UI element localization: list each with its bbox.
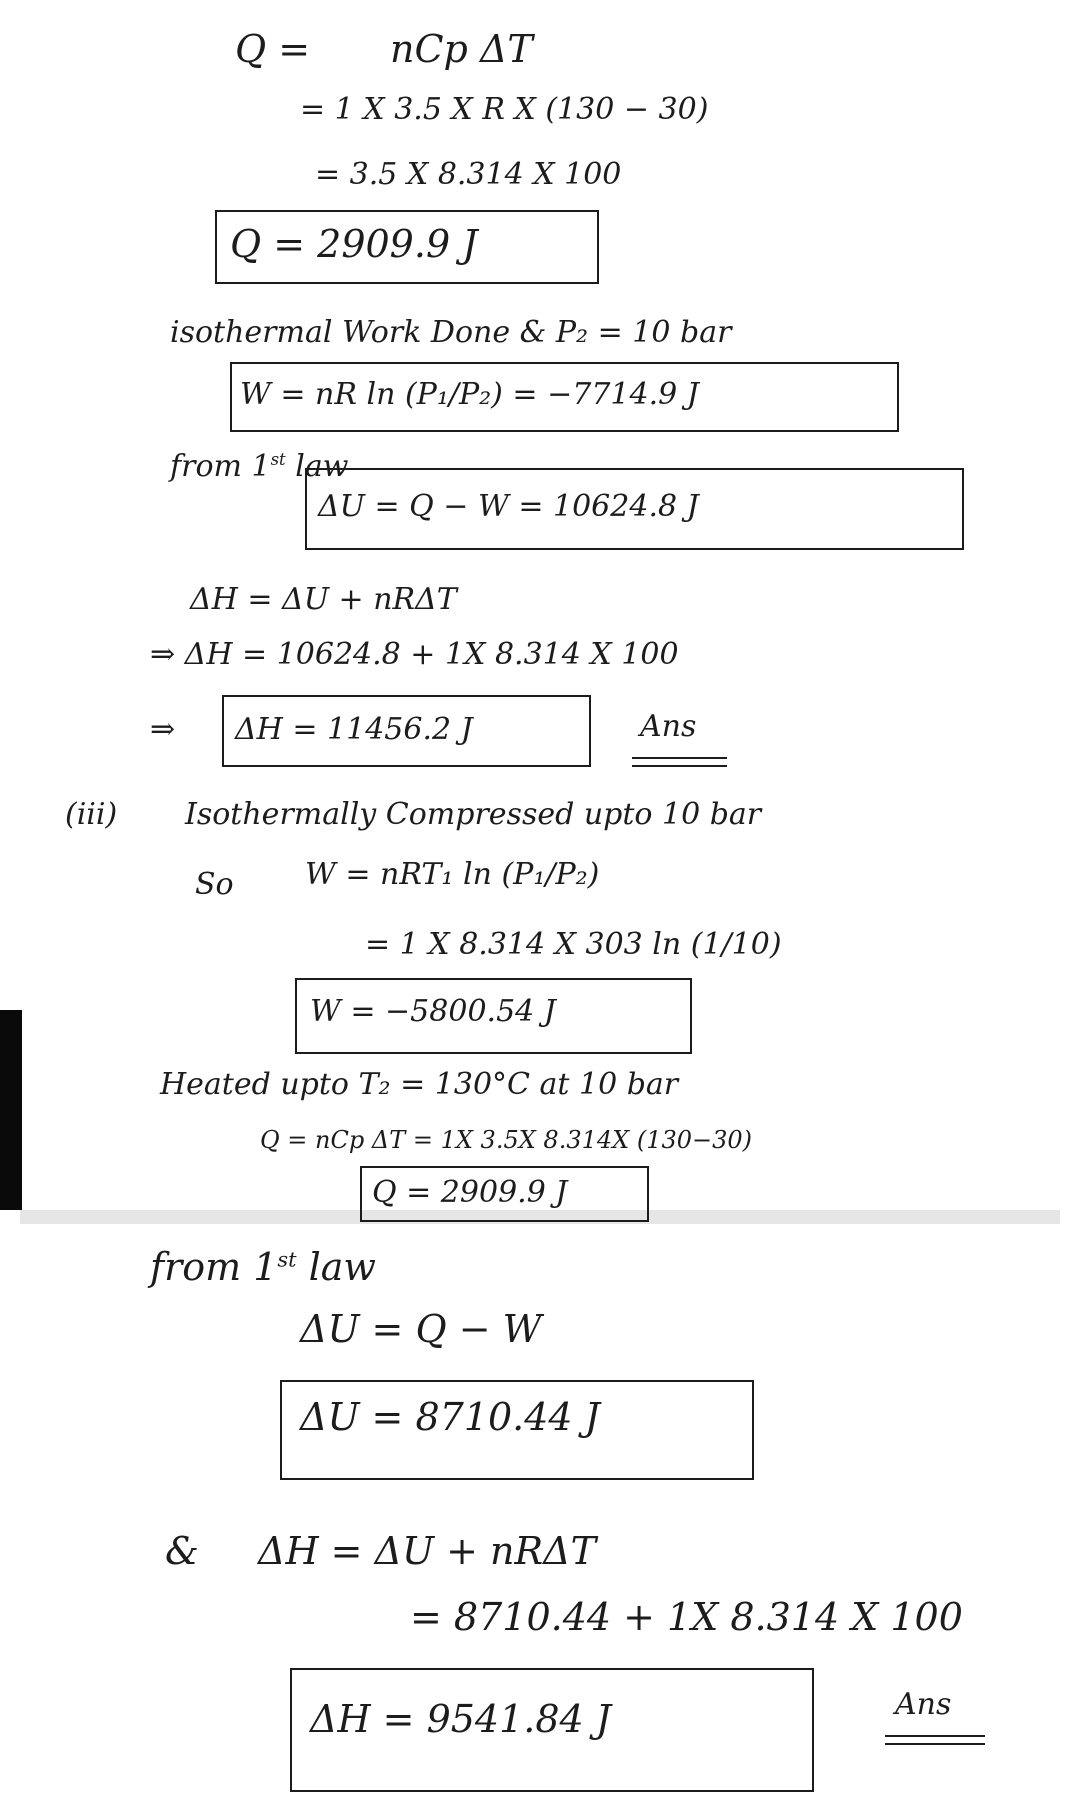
q3-result: Q = 2909.9 J	[372, 1175, 568, 1210]
first-law-prefix: from 1	[170, 449, 271, 484]
du3-result: ΔU = 8710.44 J	[300, 1395, 600, 1439]
first-law-2-suffix: law	[308, 1245, 376, 1289]
q-step1: = 1 X 3.5 X R X (130 − 30)	[300, 92, 709, 127]
q-rhs: nCp ΔT	[390, 27, 533, 71]
part3-heading: Isothermally Compressed upto 10 bar	[185, 797, 762, 832]
first-law-label-2	[150, 1245, 376, 1289]
ans-underline-1	[632, 757, 727, 759]
dh3-amp: &	[165, 1529, 199, 1573]
dh-result-prefix: ⇒	[150, 712, 176, 747]
ans-underline-1b	[632, 765, 727, 767]
heated-line: Heated upto T₂ = 130°C at 10 bar	[160, 1067, 679, 1102]
ans-label-1: Ans	[640, 709, 697, 744]
w-sub: = 1 X 8.314 X 303 ln (1/10)	[365, 927, 782, 962]
w3-result: W = −5800.54 J	[310, 994, 556, 1029]
dh-sub: ⇒ ΔH = 10624.8 + 1X 8.314 X 100	[150, 637, 679, 672]
first-law-suffix: law	[295, 449, 349, 484]
q-lhs: Q =	[235, 27, 311, 71]
ans-underline-2b	[885, 1743, 985, 1745]
q3-eq: Q = nCp ΔT = 1X 3.5X 8.314X (130−30)	[260, 1126, 753, 1154]
ans-underline-2	[885, 1735, 985, 1737]
ans-label-2: Ans	[895, 1687, 952, 1722]
q-result: Q = 2909.9 J	[230, 222, 478, 266]
q-step2: = 3.5 X 8.314 X 100	[315, 157, 622, 192]
part3-number: (iii)	[65, 797, 118, 832]
dh-result: ΔH = 11456.2 J	[235, 712, 473, 747]
dh3-result: ΔH = 9541.84 J	[310, 1697, 612, 1741]
du3-eq: ΔU = Q − W	[300, 1307, 542, 1351]
w-result: W = nR ln (P₁/P₂) = −7714.9 J	[240, 377, 699, 412]
first-law-2-prefix: from 1	[150, 1245, 278, 1289]
w-eq: W = nRT₁ ln (P₁/P₂)	[305, 857, 600, 892]
first-law-sup: st	[270, 450, 286, 469]
first-law-2-sup: st	[277, 1247, 297, 1272]
so-label: So	[195, 867, 234, 902]
du-result: ΔU = Q − W = 10624.8 J	[318, 489, 699, 524]
dh-eq: ΔH = ΔU + nRΔT	[190, 582, 457, 617]
scan-edge	[0, 1010, 22, 1210]
dh3-eq: ΔH = ΔU + nRΔT	[258, 1529, 596, 1573]
isothermal-heading: isothermal Work Done & P₂ = 10 bar	[170, 315, 732, 350]
dh3-sub: = 8710.44 + 1X 8.314 X 100	[410, 1595, 963, 1639]
